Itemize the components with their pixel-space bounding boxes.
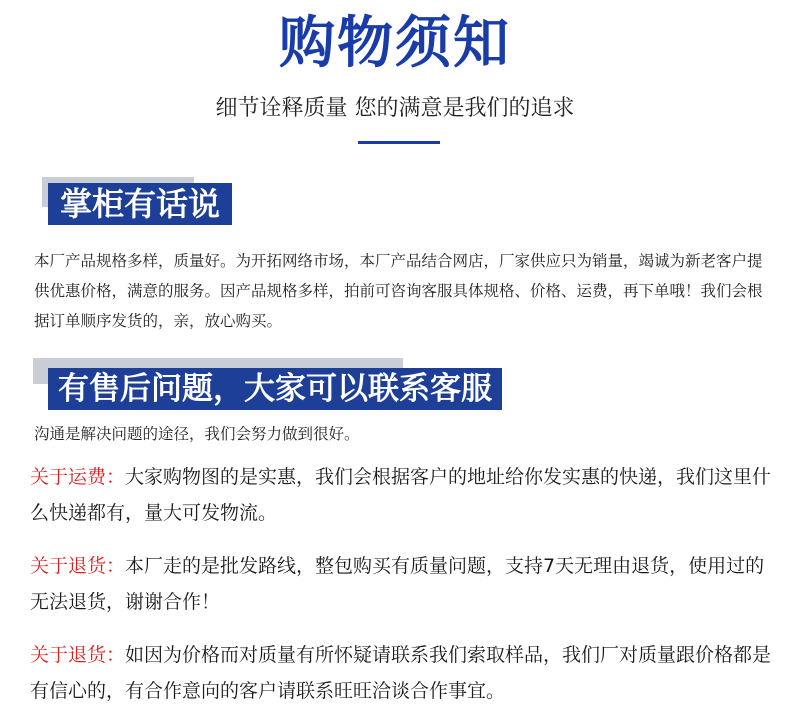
notice-label: 关于退货： bbox=[30, 555, 126, 577]
section-heading-shopkeeper: 掌柜有话说 bbox=[48, 183, 232, 225]
page-title: 购物须知 bbox=[279, 11, 511, 76]
notice-shipping bbox=[30, 459, 778, 531]
notice-label: 关于退货： bbox=[30, 644, 126, 666]
notice-text: 本厂走的是批发路线，整包购买有质量问题，支持7天无理由退货，使用过的无法退货，谢谢合作！ bbox=[30, 555, 765, 613]
notice-text: 如因为价格而对质量有所怀疑请联系我们索取样品，我们厂对质量跟价格都是有信心的，有合作意向的客户请联系旺旺洽谈合作事宜。 bbox=[30, 644, 772, 702]
section-heading-after-sales: 有售后问题，大家可以联系客服 bbox=[48, 368, 502, 410]
page-subtitle: 细节诠释质量 您的满意是我们的追求 bbox=[215, 96, 575, 121]
notice-label: 关于运费： bbox=[30, 466, 126, 488]
shopkeeper-message: 本厂产品规格多样，质量好。为开拓网络市场，本厂产品结合网店，厂家供应只为销量，竭诚为新老客户提供优惠价格，满意的服务。因产品规格多样，拍前可咨询客服具体规格、价格、运费，再下单哦！我们会根据订单顺序发货的，亲，放心购买。 bbox=[34, 252, 763, 330]
contact-note: 沟通是解决问题的途径，我们会努力做到很好。 bbox=[34, 425, 360, 443]
notice-returns bbox=[30, 548, 778, 620]
notice-text: 大家购物图的是实惠，我们会根据客户的地址给你发实惠的快递，我们这里什么快递都有，量大可发物流。 bbox=[30, 466, 772, 524]
title-divider bbox=[358, 141, 440, 144]
notice-returns-samples bbox=[30, 637, 778, 709]
